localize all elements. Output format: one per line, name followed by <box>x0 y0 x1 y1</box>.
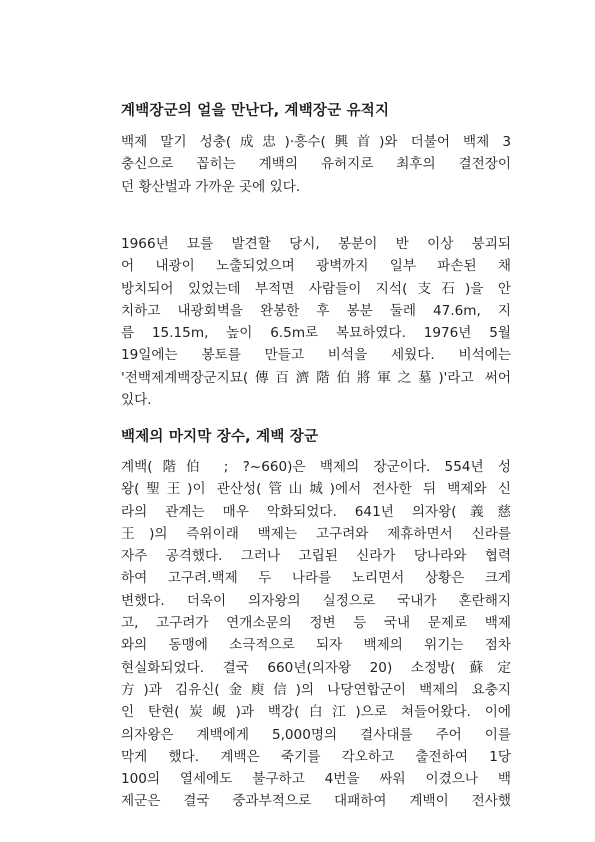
text-line: 19일에는 봉토를 만들고 비석을 세웠다. 비석에는 <box>121 347 511 364</box>
section1-paragraph-1 <box>121 131 511 198</box>
text-line: '전백제계백장군지묘(傳百濟階伯將軍之墓)'라고 써어 <box>121 369 511 386</box>
section1-heading: 계백장군의 얼을 만난다, 계백장군 유적지 <box>121 103 390 119</box>
text-line: 충신으로 꼽히는 계백의 유허지로 최후의 결전장이 <box>121 156 511 173</box>
section1-paragraph-2 <box>121 233 511 411</box>
text-line: 어 내광이 노출되었으며 광벽까지 일부 파손된 채 <box>121 258 511 275</box>
text-line: 왕(聖王)이 관산성(管山城)에서 전사한 뒤 백제와 신 <box>121 481 511 498</box>
text-line: 와의 동맹에 소극적으로 되자 백제의 위기는 점차 <box>121 637 511 654</box>
text-line: 치하고 내광회벽을 완봉한 후 봉분 둘레 47.6m, 지 <box>121 302 511 319</box>
text-line: 자주 공격했다. 그러나 고립된 신라가 당나라와 협력 <box>121 548 511 565</box>
section2-paragraph-1 <box>121 456 511 813</box>
text-line: 계백(階伯 ; ?~660)은 백제의 장군이다. 554년 성 <box>121 459 511 475</box>
text-line: 막게 했다. 계백은 죽기를 각오하고 출전하여 1당 <box>121 748 511 765</box>
text-line: 변했다. 더욱이 의자왕의 실정으로 국내가 혼란해지 <box>121 592 511 609</box>
text-line: 방치되어 있었는데 부적면 사람들이 지석(支石)을 안 <box>121 280 511 297</box>
text-line: 王)의 즉위이래 백제는 고구려와 제휴하면서 신라를 <box>121 525 511 542</box>
text-line: 제군은 결국 중과부적으로 대패하여 계백이 전사했 <box>121 793 511 810</box>
text-line: 方)과 김유신(金庾信)의 나당연합군이 백제의 요충지 <box>121 681 511 698</box>
text-line: 고, 고구려가 연개소문의 정변 등 국내 문제로 백제 <box>121 615 511 632</box>
text-line: 인 탄현(炭峴)과 백강(白江)으로 쳐들어왔다. 이에 <box>121 704 511 721</box>
text-line: 의자왕은 계백에게 5,000명의 결사대를 주어 이를 <box>121 726 511 743</box>
text-line: 1966년 묘를 발견할 당시, 봉분이 반 이상 붕괴되 <box>121 236 511 252</box>
text-line: 있다. <box>121 392 152 409</box>
text-line: 백제 말기 성충(成忠)·흥수(興首)와 더불어 백제 3 <box>121 134 511 150</box>
text-line: 100의 열세에도 불구하고 4번을 싸워 이겼으나 백 <box>121 771 511 788</box>
text-line: 현실화되었다. 결국 660년(의자왕 20) 소정방(蘇定 <box>121 659 511 676</box>
text-line: 라의 관계는 매우 악화되었다. 641년 의자왕(義慈 <box>121 503 511 520</box>
text-line: 름 15.15m, 높이 6.5m로 복묘하였다. 1976년 5월 <box>121 325 511 342</box>
text-line: 하여 고구려.백제 두 나라를 노리면서 상황은 크게 <box>121 570 511 587</box>
section2-heading: 백제의 마지막 장수, 계백 장군 <box>121 429 319 445</box>
text-line: 던 황산벌과 가까운 곳에 있다. <box>121 178 301 195</box>
